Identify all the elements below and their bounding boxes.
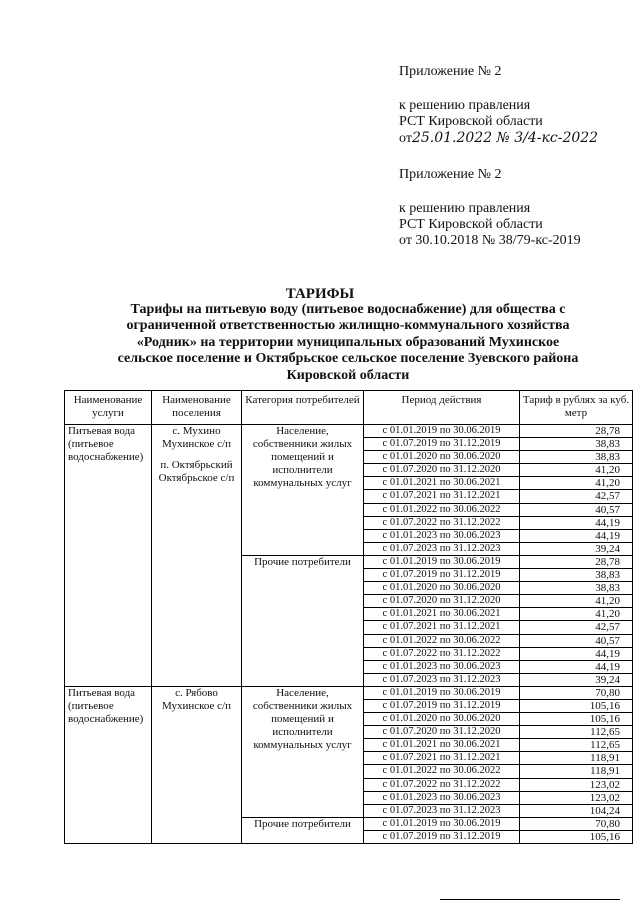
period-cell: с 01.07.2020 по 31.12.2020	[364, 726, 520, 739]
rate-cell: 112,65	[520, 739, 633, 752]
category-cell: Население, собственники жилых помещений и исполнители коммунальных услуг	[242, 686, 364, 817]
category-cell: Прочие потребители	[242, 817, 364, 843]
appendix-title: Приложение № 2	[399, 167, 502, 182]
rate-cell: 42,57	[520, 621, 633, 634]
period-cell: с 01.01.2020 по 30.06.2020	[364, 451, 520, 464]
period-cell: с 01.01.2019 по 30.06.2019	[364, 555, 520, 568]
rate-cell: 38,83	[520, 569, 633, 582]
rate-cell: 44,19	[520, 647, 633, 660]
settlement-name: с. Мухино Мухинское с/п	[161, 425, 232, 450]
table-header-row	[65, 391, 633, 425]
handwritten-date-number: 25.01.2022 № 3/4-кс-2022	[411, 130, 599, 146]
document-subtitle: Тарифы на питьевую воду (питьевое водоснабжение) для общества с ограниченной ответственностью жилищно-коммунального хозяйства «Родник» на территории муниципальных образований Мухинское сельское поселение и Октябрьское сельское поселение Зуевского района Кировской области	[117, 302, 579, 383]
period-cell: с 01.07.2023 по 31.12.2023	[364, 673, 520, 686]
rate-cell: 40,57	[520, 503, 633, 516]
period-cell: с 01.01.2020 по 30.06.2020	[364, 713, 520, 726]
rate-cell: 123,02	[520, 778, 633, 791]
period-cell: с 01.01.2020 по 30.06.2020	[364, 582, 520, 595]
page-bottom-line	[440, 899, 620, 900]
period-cell: с 01.01.2022 по 30.06.2022	[364, 503, 520, 516]
rate-cell: 39,24	[520, 542, 633, 555]
rate-cell: 44,19	[520, 660, 633, 673]
appendix-date-line	[399, 130, 598, 147]
period-cell: с 01.07.2020 по 31.12.2020	[364, 595, 520, 608]
rate-cell: 41,20	[520, 464, 633, 477]
period-cell: с 01.07.2021 по 31.12.2021	[364, 490, 520, 503]
header-period: Период действия	[364, 391, 520, 425]
period-cell: с 01.07.2021 по 31.12.2021	[364, 621, 520, 634]
rate-cell: 41,20	[520, 477, 633, 490]
rate-cell: 44,19	[520, 529, 633, 542]
tariff-table	[64, 390, 633, 844]
rate-cell: 105,16	[520, 699, 633, 712]
rate-cell: 28,78	[520, 425, 633, 438]
settlement-cell	[152, 425, 242, 687]
appendix-header-original	[399, 167, 581, 249]
period-cell: с 01.07.2022 по 31.12.2022	[364, 778, 520, 791]
period-cell: с 01.07.2021 по 31.12.2021	[364, 752, 520, 765]
header-settlement: Наименование поселения	[152, 391, 242, 425]
period-cell: с 01.07.2019 по 31.12.2019	[364, 830, 520, 843]
category-cell: Прочие потребители	[242, 555, 364, 686]
category-cell: Население, собственники жилых помещений и исполнители коммунальных услуг	[242, 425, 364, 556]
period-cell: с 01.01.2019 по 30.06.2019	[364, 686, 520, 699]
rate-cell: 39,24	[520, 673, 633, 686]
header-category: Категория потребителей	[242, 391, 364, 425]
period-cell: с 01.01.2023 по 30.06.2023	[364, 791, 520, 804]
spacer	[154, 451, 239, 459]
document-title: ТАРИФЫ	[285, 286, 355, 302]
period-cell: с 01.01.2022 по 30.06.2022	[364, 634, 520, 647]
period-cell: с 01.07.2019 по 31.12.2019	[364, 699, 520, 712]
period-cell: с 01.01.2021 по 30.06.2021	[364, 477, 520, 490]
rate-cell: 40,57	[520, 634, 633, 647]
rate-cell: 41,20	[520, 608, 633, 621]
period-cell: с 01.01.2019 по 30.06.2019	[364, 425, 520, 438]
period-cell: с 01.07.2020 по 31.12.2020	[364, 464, 520, 477]
table-row	[65, 425, 633, 438]
appendix-title: Приложение № 2	[399, 64, 502, 79]
appendix-authority-line: РСТ Кировской области	[399, 217, 543, 232]
rate-cell: 123,02	[520, 791, 633, 804]
period-cell: с 01.07.2022 по 31.12.2022	[364, 647, 520, 660]
settlement-name: с. Рябово Мухинское с/п	[161, 686, 232, 712]
appendix-decision-line: к решению правления	[399, 201, 531, 216]
rate-cell: 70,80	[520, 686, 633, 699]
rate-cell: 112,65	[520, 726, 633, 739]
appendix-date-line: от 30.10.2018 № 38/79-кс-2019	[399, 233, 581, 248]
appendix-authority-line: РСТ Кировской области	[399, 114, 543, 129]
rate-cell: 118,91	[520, 752, 633, 765]
rate-cell: 105,16	[520, 830, 633, 843]
period-cell: с 01.01.2023 по 30.06.2023	[364, 660, 520, 673]
period-cell: с 01.01.2022 по 30.06.2022	[364, 765, 520, 778]
period-cell: с 01.01.2023 по 30.06.2023	[364, 529, 520, 542]
period-cell: с 01.07.2022 по 31.12.2022	[364, 516, 520, 529]
rate-cell: 70,80	[520, 817, 633, 830]
header-rate: Тариф в рублях за куб. метр	[520, 391, 633, 425]
rate-cell: 44,19	[520, 516, 633, 529]
period-cell: с 01.07.2023 по 31.12.2023	[364, 542, 520, 555]
period-cell: с 01.07.2019 по 31.12.2019	[364, 569, 520, 582]
settlement-name: п. Октябрьский Октябрьское с/п	[158, 459, 235, 484]
rate-cell: 118,91	[520, 765, 633, 778]
table-body	[65, 425, 633, 844]
appendix-header-current	[399, 64, 598, 147]
period-cell: с 01.01.2021 по 30.06.2021	[364, 608, 520, 621]
settlement-cell	[152, 686, 242, 843]
table-row	[65, 686, 633, 699]
period-cell: с 01.01.2019 по 30.06.2019	[364, 817, 520, 830]
rate-cell: 28,78	[520, 555, 633, 568]
period-cell: с 01.01.2021 по 30.06.2021	[364, 739, 520, 752]
service-cell: Питьевая вода (питьевое водоснабжение)	[65, 686, 152, 843]
rate-cell: 41,20	[520, 595, 633, 608]
period-cell: с 01.07.2019 по 31.12.2019	[364, 438, 520, 451]
period-cell: с 01.07.2023 по 31.12.2023	[364, 804, 520, 817]
rate-cell: 105,16	[520, 713, 633, 726]
header-service: Наименование услуги	[65, 391, 152, 425]
rate-cell: 42,57	[520, 490, 633, 503]
rate-cell: 38,83	[520, 582, 633, 595]
rate-cell: 38,83	[520, 438, 633, 451]
appendix-decision-line: к решению правления	[399, 98, 531, 113]
rate-cell: 104,24	[520, 804, 633, 817]
service-cell: Питьевая вода (питьевое водоснабжение)	[65, 425, 152, 687]
date-prefix: от	[399, 131, 412, 146]
rate-cell: 38,83	[520, 451, 633, 464]
